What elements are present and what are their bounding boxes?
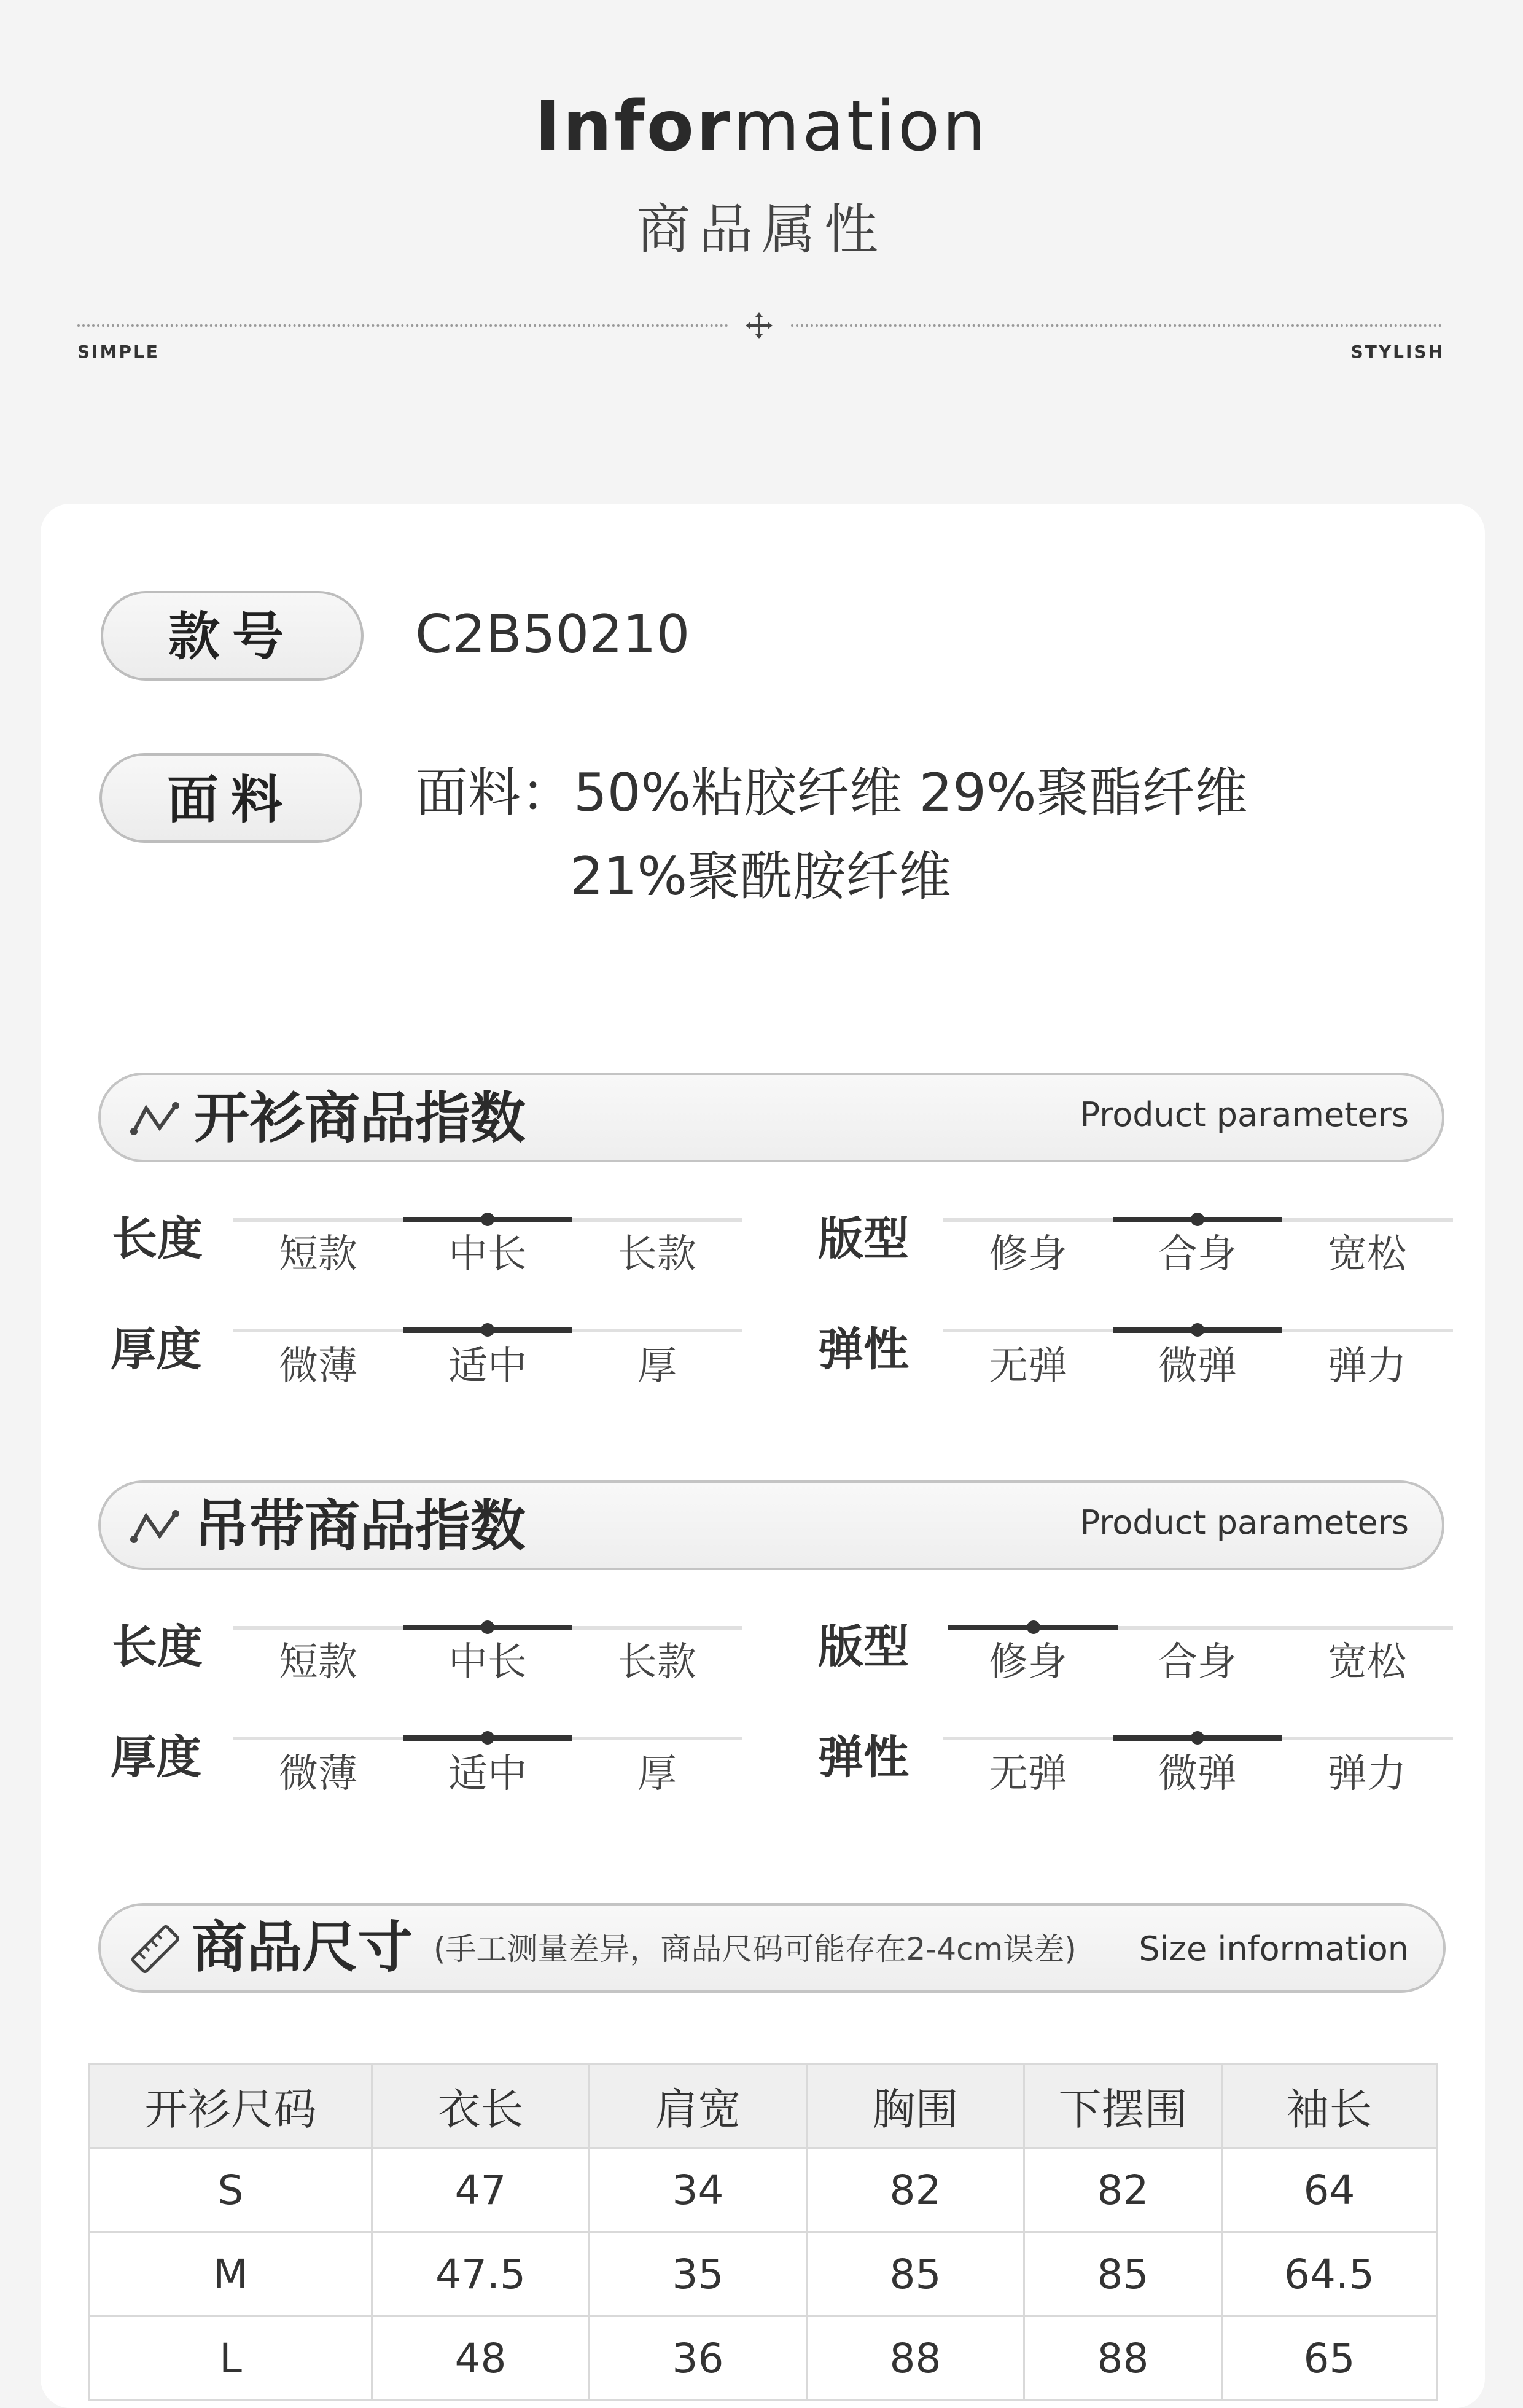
option-thickness-1: 适中 [448, 1343, 527, 1389]
header-length: 衣长 [372, 2064, 590, 2148]
style-no-pill [101, 591, 364, 681]
divider-right [791, 324, 1442, 327]
table-cell: M [90, 2232, 372, 2316]
scale-marker [481, 1731, 494, 1745]
option-length-2: 长款 [618, 1232, 696, 1277]
table-cell: 35 [590, 2232, 807, 2316]
option-elasticity-1: 微弹 [1158, 1343, 1237, 1389]
section-title-camisole: 吊带商品指数 [194, 1494, 526, 1558]
table-header-row [90, 2064, 1437, 2148]
header-shoulder: 肩宽 [590, 2064, 807, 2148]
option-elasticity-1: 微弹 [1158, 1751, 1237, 1797]
table-row [90, 2232, 1437, 2316]
header-chest: 胸围 [807, 2064, 1024, 2148]
table-cell: L [90, 2316, 372, 2401]
table-row [90, 2148, 1437, 2232]
label-length: 长度 [112, 1620, 203, 1673]
simple-tag: SIMPLE [77, 342, 160, 362]
option-elasticity-0: 无弹 [989, 1751, 1067, 1797]
label-thickness: 厚度 [111, 1731, 201, 1784]
option-fit-2: 宽松 [1328, 1640, 1406, 1685]
fabric-line-2: 21%聚酰胺纤维 [570, 846, 952, 907]
divider-left [77, 324, 728, 327]
scale-marker [1191, 1323, 1204, 1337]
fabric-pill [99, 753, 362, 843]
option-thickness-0: 微薄 [279, 1343, 357, 1389]
scale-marker [481, 1213, 494, 1226]
option-thickness-0: 微薄 [279, 1751, 357, 1797]
option-fit-0: 修身 [989, 1232, 1067, 1277]
option-fit-2: 宽松 [1328, 1232, 1406, 1277]
option-thickness-2: 厚 [637, 1751, 677, 1797]
scale-marker [1191, 1213, 1204, 1226]
trend-icon [130, 1100, 181, 1138]
table-cell: 64 [1222, 2148, 1437, 2232]
label-length: 长度 [112, 1213, 203, 1265]
move-cross-icon [746, 312, 773, 339]
option-elasticity-2: 弹力 [1328, 1343, 1406, 1389]
table-row [90, 2316, 1437, 2401]
ruler-icon [129, 1923, 182, 1976]
table-cell: 36 [590, 2316, 807, 2401]
label-thickness: 厚度 [111, 1323, 201, 1376]
section-en-camisole: Product parameters [1080, 1503, 1409, 1542]
table-cell: 85 [807, 2232, 1024, 2316]
size-table [88, 2063, 1438, 2401]
table-cell: 34 [590, 2148, 807, 2232]
option-length-1: 中长 [448, 1232, 527, 1277]
header-sleeve: 袖长 [1222, 2064, 1437, 2148]
option-fit-0: 修身 [989, 1640, 1067, 1685]
style-no-value: C2B50210 [415, 604, 690, 665]
table-cell: 82 [807, 2148, 1024, 2232]
table-cell: 85 [1024, 2232, 1222, 2316]
option-length-0: 短款 [279, 1232, 357, 1277]
table-cell: 47 [372, 2148, 590, 2232]
option-fit-1: 合身 [1158, 1232, 1237, 1277]
table-cell: 65 [1222, 2316, 1437, 2401]
trend-icon [130, 1507, 181, 1546]
label-fit: 版型 [818, 1213, 909, 1265]
section-title-cardigan: 开衫商品指数 [194, 1086, 526, 1151]
section-en-size: Size information [1139, 1929, 1409, 1968]
header-hem: 下摆围 [1024, 2064, 1222, 2148]
header-size: 开衫尺码 [90, 2064, 372, 2148]
table-cell: 88 [1024, 2316, 1222, 2401]
scale-marker [481, 1620, 494, 1634]
table-cell: 82 [1024, 2148, 1222, 2232]
page-title [0, 87, 1523, 166]
option-thickness-1: 适中 [448, 1751, 527, 1797]
option-length-1: 中长 [448, 1640, 527, 1685]
option-elasticity-0: 无弹 [989, 1343, 1067, 1389]
section-en-cardigan: Product parameters [1080, 1095, 1409, 1134]
scale-marker [1027, 1620, 1040, 1634]
fabric-line-1: 面料：50%粘胶纤维 29%聚酯纤维 [415, 762, 1248, 824]
page-subtitle: 商品属性 [636, 198, 887, 261]
scale-marker [481, 1323, 494, 1337]
label-elasticity: 弹性 [818, 1323, 909, 1376]
scale-marker [1191, 1731, 1204, 1745]
size-note: (手工测量差异，商品尺码可能存在2-4cm误差) [434, 1931, 1077, 1967]
style-no-label: 款号 [168, 606, 296, 666]
option-elasticity-2: 弹力 [1328, 1751, 1406, 1797]
option-thickness-2: 厚 [637, 1343, 677, 1389]
title-rest: mation [733, 87, 989, 166]
table-cell: 88 [807, 2316, 1024, 2401]
option-length-0: 短款 [279, 1640, 357, 1685]
label-fit: 版型 [818, 1620, 909, 1673]
section-title-size: 商品尺寸 [192, 1915, 413, 1980]
fabric-label: 面料 [166, 770, 295, 830]
stylish-tag: STYLISH [1350, 342, 1444, 362]
option-length-2: 长款 [618, 1640, 696, 1685]
table-cell: 48 [372, 2316, 590, 2401]
table-cell: S [90, 2148, 372, 2232]
title-bold: Infor [534, 87, 733, 166]
table-cell: 47.5 [372, 2232, 590, 2316]
option-fit-1: 合身 [1158, 1640, 1237, 1685]
table-cell: 64.5 [1222, 2232, 1437, 2316]
label-elasticity: 弹性 [818, 1731, 909, 1784]
